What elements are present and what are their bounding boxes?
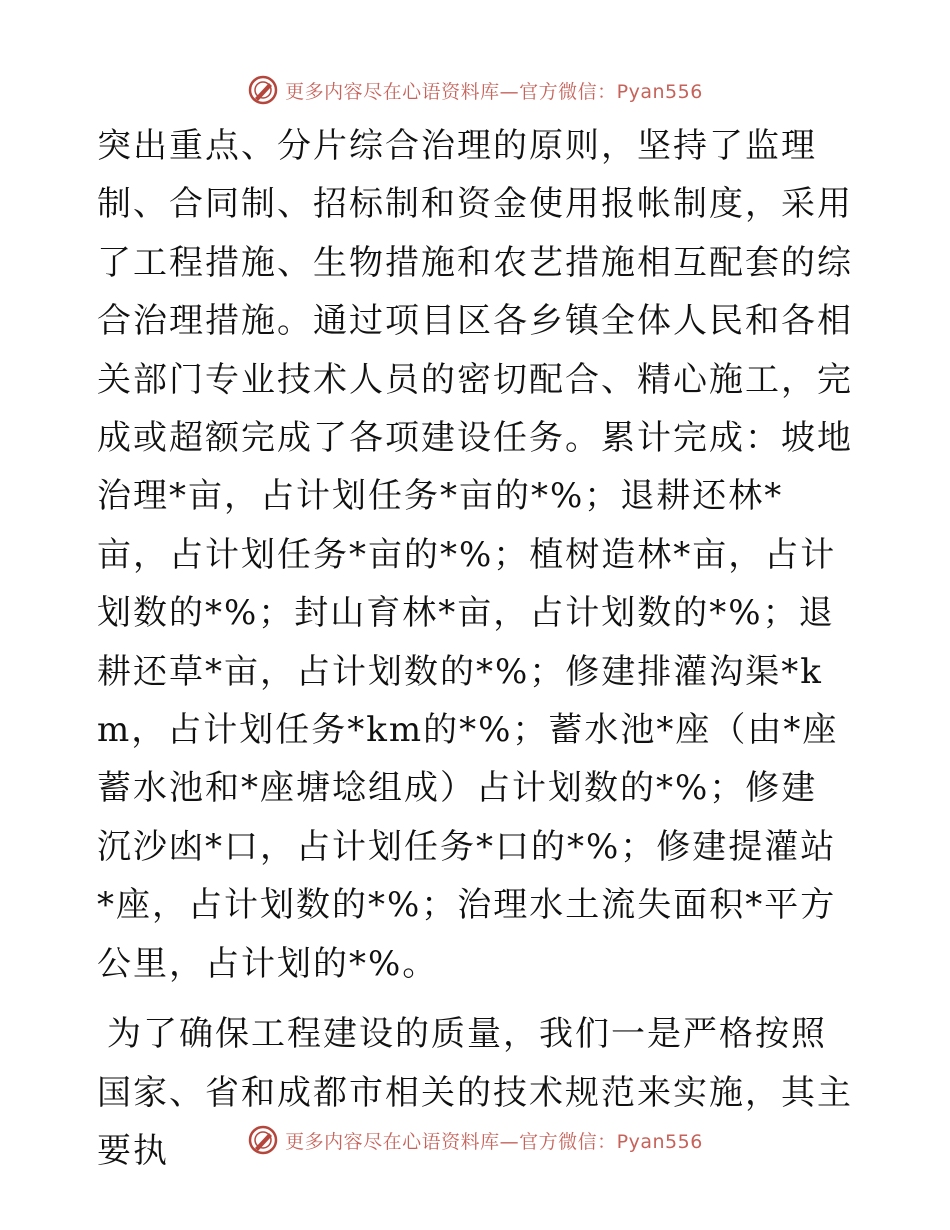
footer-banner [0,1120,950,1160]
document-body [97,117,853,1180]
stamp-logo-icon [247,74,279,106]
stamp-logo-icon [247,1124,279,1156]
header-banner-text: 更多内容尽在心语资料库—官方微信：Pyan556 [285,80,703,103]
header-banner [0,70,950,110]
paragraph-1: 突出重点、分片综合治理的原则，坚持了监理制、合同制、招标制和资金使用报帐制度，采用了工程措施、生物措施和农艺措施相互配套的综合治理措施。通过项目区各乡镇全体人民和各相关部门专业技术人员的密切配合、精心施工，完成或超额完成了各项建设任务。累计完成：坡地治理*亩，占计划任务*亩的*%；退耕还林*亩，占计划任务*亩的*%；植树造林*亩，占计划数的*%；封山育林*亩，占计划数的*%；退耕还草*亩，占计划数的*%；修建排灌沟渠*km，占计划任务*km的*%；蓄水池*座（由*座蓄水池和*座塘埝组成）占计划数的*%；修建沉沙凼*口，占计划任务*口的*%；修建提灌站*座，占计划数的*%；治理水土流失面积*平方公里，占计划的*%。 [97,126,853,984]
footer-banner-text: 更多内容尽在心语资料库—官方微信：Pyan556 [285,1130,703,1153]
paragraph-2: 为了确保工程建设的质量，我们一是严格按照国家、省和成都市相关的技术规范来实施，其主要执 [97,1014,853,1171]
